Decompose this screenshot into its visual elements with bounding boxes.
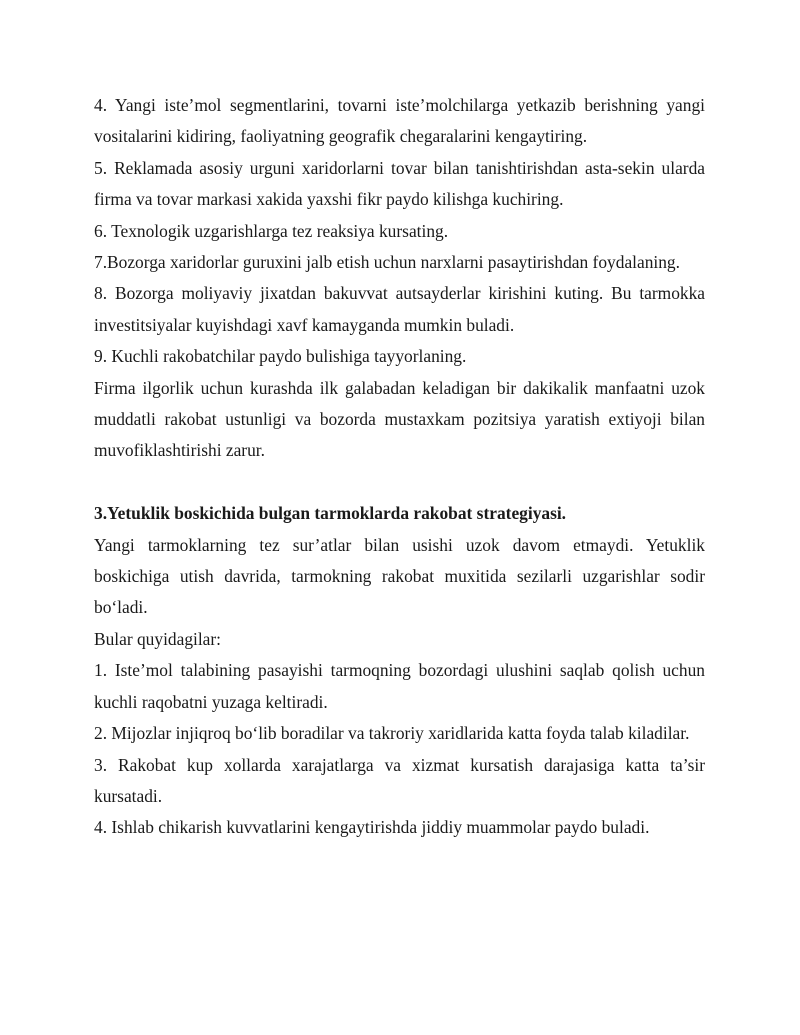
paragraph-list-item-4: 4. Ishlab chikarish kuvvatlarini kengaytirishda jiddiy muammolar paydo buladi.	[94, 817, 650, 838]
paragraph-item-9-competitors: 9. Kuchli rakobatchilar paydo bulishiga tayyorlaning.	[94, 346, 467, 367]
paragraph-list-intro: Bular quyidagilar:	[94, 628, 222, 649]
paragraph-item-4-new-segments: 4. Yangi iste’mol segmentlarini, tovarni iste’molchilarga yetkazib berishning yangi vositalarini kidiring, faoliyatning geografik chegaralarini kengaytiring.	[94, 95, 705, 147]
paragraph-maturity-intro: Yangi tarmoklarning tez sur’atlar bilan usishi uzok davom etmaydi. Yetuklik boskichiga utish davrida, tarmokning rakobat muxitida sezilarli uzgarishlar sodir bo‘ladi.	[94, 534, 705, 618]
paragraph-item-6-technology: 6. Texnologik uzgarishlarga tez reaksiya kursating.	[94, 220, 449, 241]
paragraph-item-5-advertising: 5. Reklamada asosiy urguni xaridorlarni tovar bilan tanishtirishdan asta-sekin ularda firma va tovar markasi xakida yaxshi fikr paydo kilishga kuchiring.	[94, 157, 705, 210]
paragraph-firm-conclusion: Firma ilgorlik uchun kurashda ilk galabadan keladigan bir dakikalik manfaatni uzok muddatli rakobat ustunligi va bozorda mustaxkam pozitsiya yaratish extiyoji bilan muvofiklashtirishi zarur.	[94, 377, 705, 461]
paragraph-list-item-3: 3. Rakobat kup xollarda xarajatlarga va xizmat kursatish darajasiga katta ta’sir kursatadi.	[94, 754, 705, 806]
paragraph-list-item-2: 2. Mijozlar injiqroq bo‘lib boradilar va takroriy xaridlarida katta foyda talab kiladilar.	[94, 723, 690, 744]
document-page	[94, 90, 705, 844]
paragraph-list-item-1: 1. Iste’mol talabining pasayishi tarmoqning bozordagi ulushini saqlab qolish uchun kuchli raqobatni yuzaga keltiradi.	[94, 660, 705, 712]
paragraph-item-8-outsiders: 8. Bozorga moliyaviy jixatdan bakuvvat autsayderlar kirishini kuting. Bu tarmokka investitsiyalar kuyishdagi xavf kamayganda mumkin buladi.	[94, 283, 705, 335]
paragraph-item-7-pricing: 7.Bozorga xaridorlar guruxini jalb etish uchun narxlarni pasaytirishdan foydalaning.	[94, 252, 680, 273]
section-heading: 3.Yetuklik boskichida bulgan tarmoklarda rakobat strategiyasi.	[94, 503, 567, 524]
blank-line	[94, 467, 705, 498]
